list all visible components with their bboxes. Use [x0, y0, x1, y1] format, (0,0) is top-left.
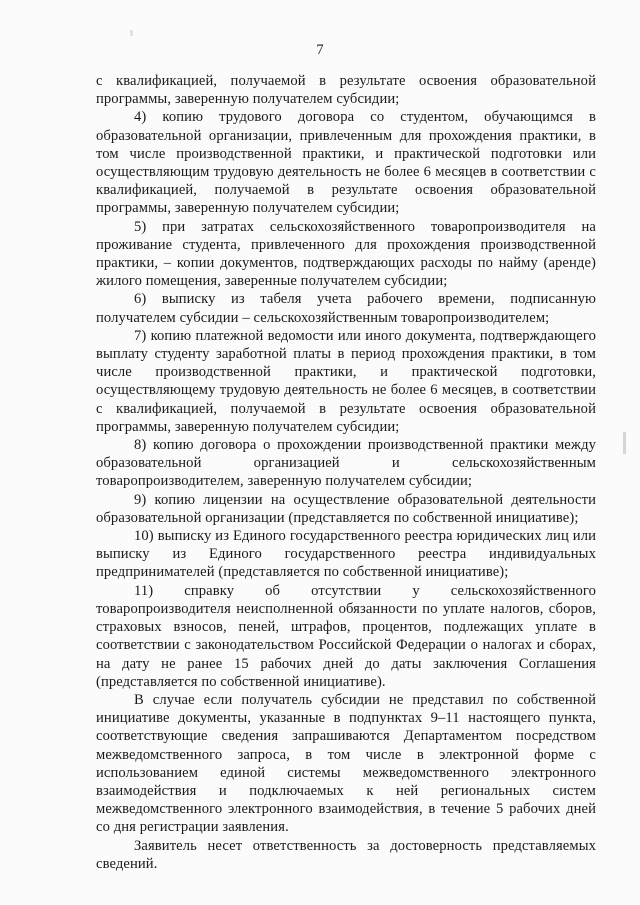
paragraph-item-4: 4) копию трудового договора со студентом, обучающимся в образовательной организации, привлеченным для прохождения практики, в том числе производственной практики, и практической подготовки или осуществляющим трудовую деятельность не более 6 месяцев в соответствии с квалификацией, получаемой в результате освоения образовательной программы, заверенную получателем субсидии;	[96, 109, 596, 217]
paragraph-item-11: 11) справку об отсутствии у сельскохозяйственного товаропроизводителя неисполненной обязанности по уплате налогов, сборов, страховых взносов, пеней, штрафов, процентов, подлежащих уплате в соответствии с законодательством Российской Федерации о налогах и сборах, на дату не ранее 15 рабочих дней до даты заключения Соглашения (представляется по собственной инициативе).	[96, 582, 596, 690]
paragraph-item-9: 9) копию лицензии на осуществление образовательной деятельности образовательной организации (представляется по собственной инициативе);	[96, 491, 596, 526]
paragraph-applicant-responsibility: Заявитель несет ответственность за достоверность представляемых сведений.	[96, 837, 596, 872]
scan-mark	[130, 30, 133, 36]
paragraph-item-6: 6) выписку из табеля учета рабочего времени, подписанную получателем субсидии – сельскохозяйственным товаропроизводителем;	[96, 291, 596, 326]
paragraph-item-5: 5) при затратах сельскохозяйственного товаропроизводителя на проживание студента, привлеченного для прохождения производственной практики, – копии документов, подтверждающих расходы по найму (аренде) жилого помещения, заверенные получателем субсидии;	[96, 218, 596, 290]
paragraph-item-10: 10) выписку из Единого государственного реестра юридических лиц или выписку из Единого государственного реестра индивидуальных предпринимателей (представляется по собственной инициативе);	[96, 528, 596, 581]
page-number: 7	[316, 42, 324, 58]
paragraph-item-7: 7) копию платежной ведомости или иного документа, подтверждающего выплату студенту заработной платы в период прохождения практики, в том числе производственной практики, и практической подготовки, осуществляющему трудовую деятельность не более 6 месяцев, в соответствии с квалификацией, получаемой в результате освоения образовательной программы, заверенную получателем субсидии;	[96, 327, 596, 435]
document-body	[96, 72, 596, 873]
paragraph-interagency-request: В случае если получатель субсидии не представил по собственной инициативе документы, указанные в подпунктах 9–11 настоящего пункта, соответствующие сведения запрашиваются Департаментом посредством межведомственного запроса, в том числе в электронной форме с использованием единой системы межведомственного электронного взаимодействия и подключаемых к ней региональных систем межведомственного электронного взаимодействия, в течение 5 рабочих дней со дня регистрации заявления.	[96, 691, 596, 836]
paragraph-item-8: 8) копию договора о прохождении производственной практики между образовательной организацией и сельскохозяйственным товаропроизводителем, заверенную получателем субсидии;	[96, 437, 596, 490]
paragraph-continuation: с квалификацией, получаемой в результате освоения образовательной программы, заверенную получателем субсидии;	[96, 73, 596, 108]
scan-mark	[623, 432, 626, 454]
